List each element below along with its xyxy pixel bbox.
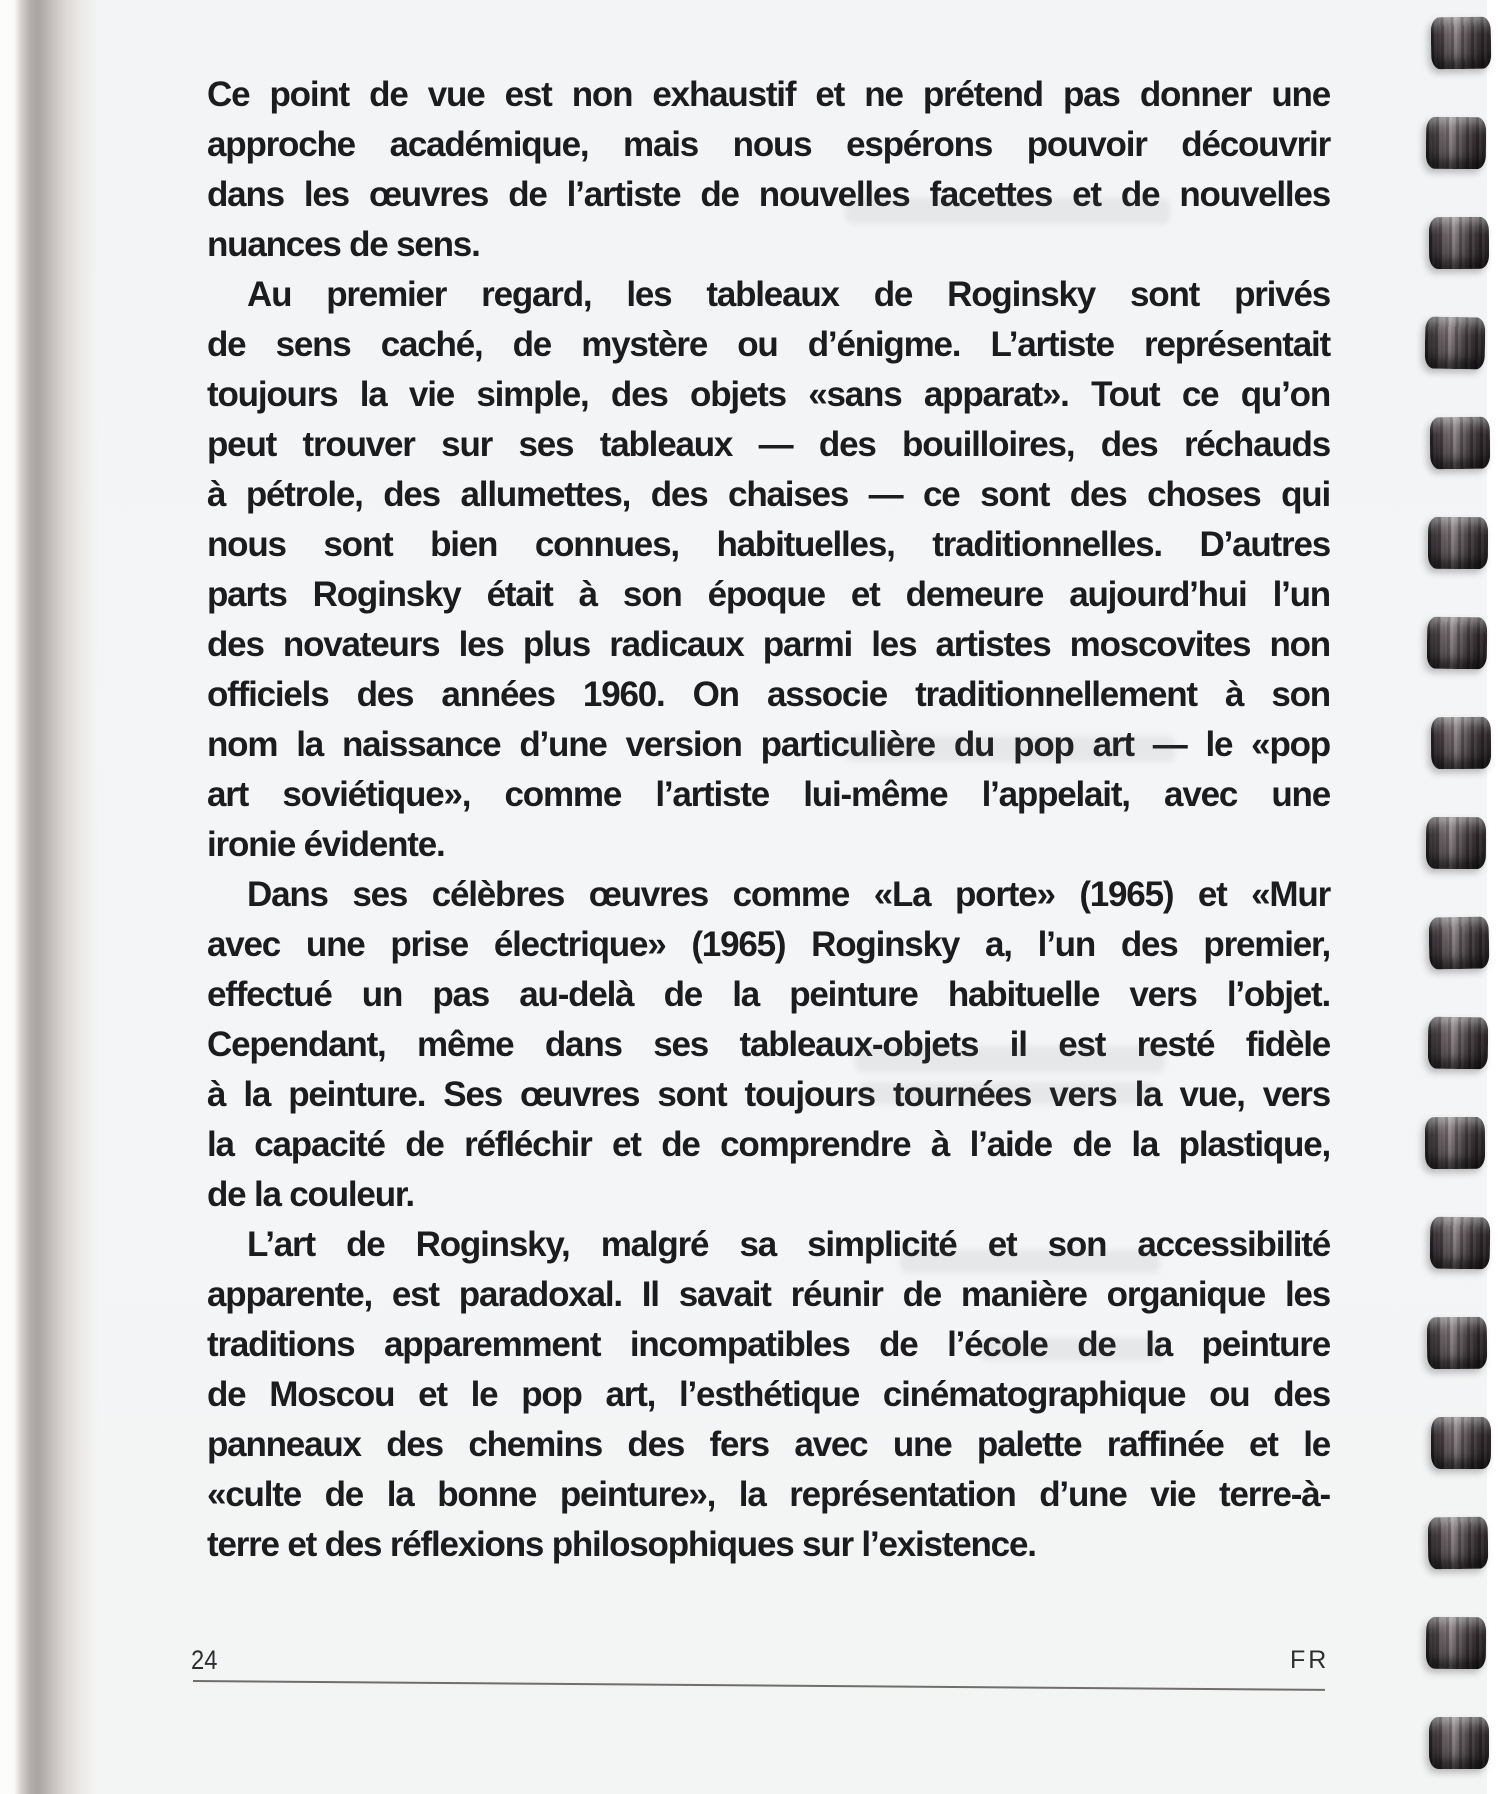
body-line: Dans ses célèbres œuvres comme «La porte» (1965) et «Mur xyxy=(247,875,1330,914)
body-line: art soviétique», comme l’artiste lui-même l’appelait, avec une xyxy=(207,775,1330,814)
page-edge-shadow xyxy=(0,0,100,1794)
body-line: de sens caché, de mystère ou d’énigme. L’artiste représentait xyxy=(207,325,1330,364)
bleed-through-smudge xyxy=(855,1046,1165,1072)
body-line: de Moscou et le pop art, l’esthétique cinématographique ou des xyxy=(207,1375,1330,1414)
body-paragraph xyxy=(207,70,1330,270)
body-line: Cependant, même dans ses tableaux-objets il est resté fidèle xyxy=(207,1025,1330,1064)
body-paragraph xyxy=(207,270,1330,870)
body-line: traditions apparemment incompatibles de l’école de la peinture xyxy=(207,1325,1330,1364)
body-line: parts Roginsky était à son époque et demeure aujourd’hui l’un xyxy=(207,575,1330,614)
bleed-through-smudge xyxy=(845,736,1175,762)
language-marker: FR xyxy=(1290,1646,1330,1674)
body-line: à la peinture. Ses œuvres sont toujours tournées vers la vue, vers xyxy=(207,1075,1330,1114)
body-line: la capacité de réfléchir et de comprendre à l’aide de la plastique, xyxy=(207,1125,1330,1164)
body-line: apparente, est paradoxal. Il savait réunir de manière organique les xyxy=(207,1275,1330,1314)
body-line: terre et des réflexions philosophiques sur l’existence. xyxy=(207,1525,1036,1564)
page-number: 24 xyxy=(191,1645,218,1675)
body-line: dans les œuvres de l’artiste de nouvelles facettes et de nouvelles xyxy=(207,175,1330,214)
bleed-through-smudge xyxy=(980,1338,1165,1361)
body-line: L’art de Roginsky, malgré sa simplicité et son accessibilité xyxy=(247,1225,1330,1264)
body-line: effectué un pas au-delà de la peinture habituelle vers l’objet. xyxy=(207,975,1330,1014)
bleed-through-smudge xyxy=(845,198,1170,224)
body-line: de la couleur. xyxy=(207,1175,414,1214)
body-line: toujours la vie simple, des objets «sans apparat». Tout ce qu’on xyxy=(207,375,1330,414)
body-line: Ce point de vue est non exhaustif et ne prétend pas donner une xyxy=(207,75,1330,114)
body-line: officiels des années 1960. On associe traditionnellement à son xyxy=(207,675,1330,714)
body-line: peut trouver sur ses tableaux — des bouilloires, des réchauds xyxy=(207,425,1330,464)
body-line: approche académique, mais nous espérons pouvoir découvrir xyxy=(207,125,1330,164)
bleed-through-smudge xyxy=(858,1082,1156,1104)
body-line: ironie évidente. xyxy=(207,825,445,864)
bleed-through-smudge xyxy=(900,1250,1160,1273)
body-line: nuances de sens. xyxy=(207,225,480,264)
body-line: nous sont bien connues, habituelles, traditionnelles. D’autres xyxy=(207,525,1330,564)
body-line: panneaux des chemins des fers avec une palette raffinée et le xyxy=(207,1425,1330,1464)
body-paragraph xyxy=(207,1220,1330,1570)
body-line: des novateurs les plus radicaux parmi les artistes moscovites non xyxy=(207,625,1330,664)
body-line: avec une prise électrique» (1965) Roginsky a, l’un des premier, xyxy=(207,925,1330,964)
body-line: nom la naissance d’une version particulière du pop art — le «pop xyxy=(207,725,1330,764)
body-line: «culte de la bonne peinture», la représentation d’une vie terre-à- xyxy=(207,1475,1330,1514)
body-paragraph xyxy=(207,870,1330,1220)
body-line: Au premier regard, les tableaux de Roginsky sont privés xyxy=(247,275,1330,314)
footer-rule xyxy=(193,1680,1325,1691)
body-line: à pétrole, des allumettes, des chaises — ce sont des choses qui xyxy=(207,475,1330,514)
